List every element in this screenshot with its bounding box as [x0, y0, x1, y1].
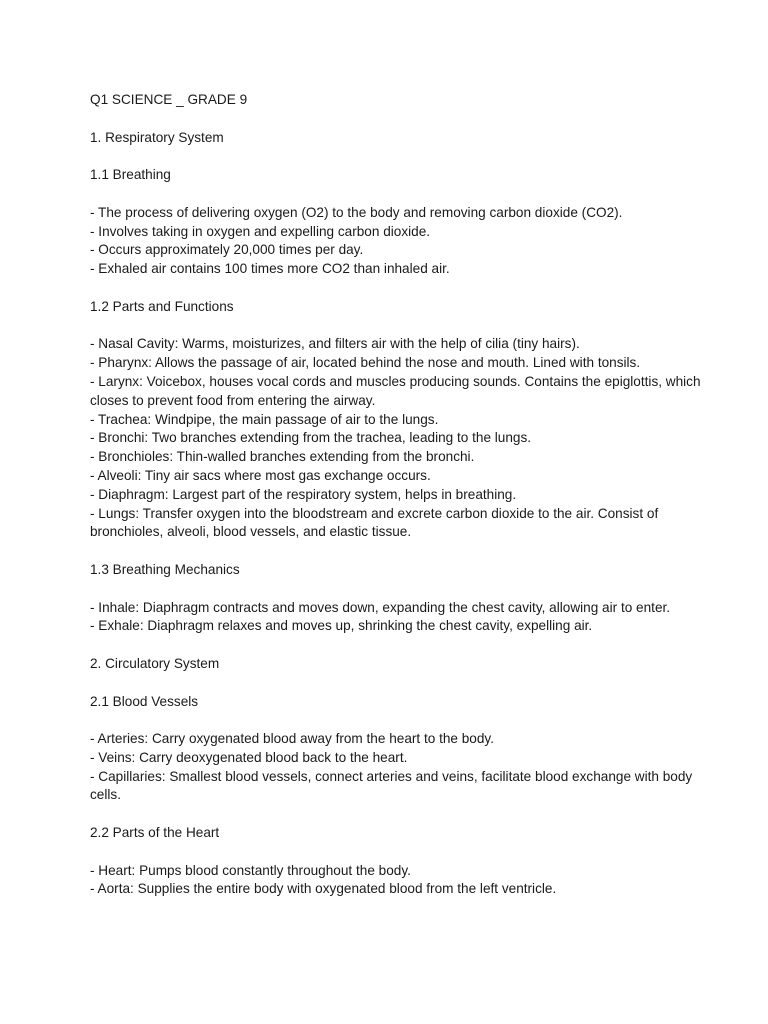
list-item: - Trachea: Windpipe, the main passage of air to the lungs.: [90, 411, 439, 427]
breathing-mechanics-list: [90, 599, 708, 637]
list-item: - Aorta: Supplies the entire body with oxygenated blood from the left ventricle.: [90, 881, 557, 897]
subsection-heading-parts-of-heart: 2.2 Parts of the Heart: [90, 825, 220, 841]
subsection-heading-parts-functions: 1.2 Parts and Functions: [90, 298, 234, 314]
spacer: [90, 110, 708, 129]
list-item: - Exhale: Diaphragm relaxes and moves up, shrinking the chest cavity, expelling air.: [90, 618, 593, 634]
section-heading-respiratory: 1. Respiratory System: [90, 129, 224, 145]
list-item: - Capillaries: Smallest blood vessels, connect arteries and veins, facilitate blood exchange with body cells.: [90, 768, 693, 803]
list-item: - The process of delivering oxygen (O2) to the body and removing carbon dioxide (CO2).: [90, 204, 623, 220]
list-item: - Inhale: Diaphragm contracts and moves down, expanding the chest cavity, allowing air to enter.: [90, 599, 671, 615]
list-item: - Nasal Cavity: Warms, moisturizes, and filters air with the help of cilia (tiny hairs).: [90, 336, 580, 352]
spacer: [90, 843, 708, 862]
blood-vessels-list: [90, 730, 708, 805]
spacer: [90, 185, 708, 204]
document-title: Q1 SCIENCE _ GRADE 9: [90, 92, 248, 107]
breathing-list: [90, 204, 708, 279]
list-item: - Larynx: Voicebox, houses vocal cords and muscles producing sounds. Contains the epiglottis, which closes to prevent food from entering the airway.: [90, 373, 701, 408]
list-item: - Veins: Carry deoxygenated blood back to the heart.: [90, 749, 408, 765]
parts-functions-list: [90, 335, 708, 542]
spacer: [90, 636, 708, 655]
subsection-heading-breathing: 1.1 Breathing: [90, 167, 171, 183]
list-item: - Exhaled air contains 100 times more CO2 than inhaled air.: [90, 261, 450, 277]
spacer: [90, 542, 708, 561]
list-item: - Lungs: Transfer oxygen into the bloodstream and excrete carbon dioxide to the air. Consist of bronchioles, alveoli, blood vessels, and elastic tissue.: [90, 505, 659, 540]
subsection-heading-blood-vessels: 2.1 Blood Vessels: [90, 693, 199, 709]
subsection-heading-breathing-mechanics: 1.3 Breathing Mechanics: [90, 561, 240, 577]
spacer: [90, 674, 708, 693]
list-item: - Pharynx: Allows the passage of air, located behind the nose and mouth. Lined with tonsils.: [90, 355, 641, 371]
list-item: - Involves taking in oxygen and expelling carbon dioxide.: [90, 223, 431, 239]
parts-of-heart-list: [90, 862, 708, 900]
spacer: [90, 317, 708, 336]
list-item: - Bronchi: Two branches extending from the trachea, leading to the lungs.: [90, 430, 532, 446]
spacer: [90, 279, 708, 298]
spacer: [90, 805, 708, 824]
spacer: [90, 147, 708, 166]
list-item: - Bronchioles: Thin-walled branches extending from the bronchi.: [90, 449, 475, 465]
list-item: - Alveoli: Tiny air sacs where most gas exchange occurs.: [90, 467, 431, 483]
section-heading-circulatory: 2. Circulatory System: [90, 655, 220, 671]
list-item: - Occurs approximately 20,000 times per day.: [90, 242, 364, 258]
spacer: [90, 711, 708, 730]
list-item: - Arteries: Carry oxygenated blood away from the heart to the body.: [90, 731, 494, 747]
list-item: - Heart: Pumps blood constantly throughout the body.: [90, 862, 411, 878]
spacer: [90, 580, 708, 599]
list-item: - Diaphragm: Largest part of the respiratory system, helps in breathing.: [90, 486, 517, 502]
